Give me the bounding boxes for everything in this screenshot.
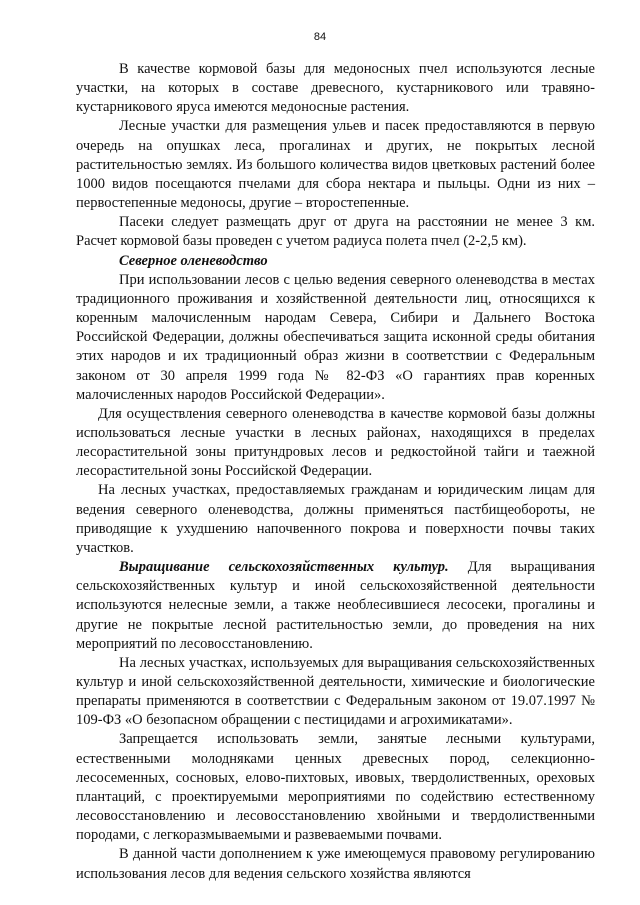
paragraph-legal-regulation: В данной части дополнением к уже имеющемуся правовому регулированию использования лесов для ведения сельского хозяйства являются <box>76 846 595 882</box>
paragraph-hive-placement: Лесные участки для размещения ульев и пасек предоставляются в первую очередь на опушках леса, прогалинах и других, не покрытых лесной растительностью землях. Из большого количества видов цветковых растений более 1000 видов посещаются пчелами для сбора нектара и пыльцы. Одни из них – первостепенные медоносы, другие – второстепенные. <box>76 118 595 212</box>
paragraph-agriculture-intro <box>76 558 595 654</box>
paragraph-reindeer-pasture: На лесных участках, предоставляемых гражданам и юридическим лицам для ведения северного оленеводства, должны применяться пастбищеобороты, не приводящие к ухудшению напочвенного покрова и поверхности почвы таких участков. <box>76 482 595 556</box>
paragraph-agriculture-intro-text: Для выращивания сельскохозяйственных культур и иной сельскохозяйственной деятельности используются нелесные земли, а также необлесившиеся лесосеки, прогалины и другие не покрытые лесной растительностью земли, до проведения на них мероприятий по лесовосстановлению. <box>76 559 596 652</box>
paragraph-reindeer-zones: Для осуществления северного оленеводства в качестве кормовой базы должны использоваться лесные участки в лесных районах, находящихся в пределах лесорастительной зоны притундровых лесов и редкостойной тайги и таежной лесорастительной зоны Российской Федерации. <box>76 405 595 480</box>
paragraph-agrochemicals: На лесных участках, используемых для выращивания сельскохозяйственных культур и иной сельскохозяйственной деятельности, химические и биологические препараты применяются в соответствии с Федеральным законом от 19.07.1997 № 109-ФЗ «О безопасном обращении с пестицидами и агрохимикатами». <box>76 654 595 729</box>
section-heading-agriculture: Выращивание сельскохозяйственных культур. <box>119 559 449 576</box>
paragraph-prohibited-lands: Запрещается использовать земли, занятые лесными культурами, естественными молодняками ценных древесных пород, селекционно-лесосеменных, сосновых, елово-пихтовых, ивовых, твердолиственных, ореховых плантаций, с проектируемыми мероприятиями по содействию естественному лесовосстановлению и лесовосстановлению хвойными и твердолиственными породами, с легкоразмываемыми и развеваемыми почвами. <box>76 731 595 844</box>
section-heading-reindeer: Северное оленеводство <box>119 252 268 269</box>
page-number: 84 <box>313 31 327 43</box>
paragraph-apiary-distance: Пасеки следует размещать друг от друга на расстоянии не менее 3 км. Расчет кормовой базы проведен с учетом радиуса полета пчел (2-2,5 км). <box>76 214 595 250</box>
paragraph-reindeer-rights: При использовании лесов с целью ведения северного оленеводства в местах традиционного проживания и хозяйственной деятельности лиц, относящихся к коренным малочисленным народам Севера, Сибири и Дальнего Востока Российской Федерации, должны обеспечиваться защита исконной среды обитания этих народов и их традиционный образ жизни в соответствии с Федеральным законом от 30 апреля 1999 года № 82-ФЗ «О гарантиях прав коренных малочисленных народов Российской Федерации». <box>76 271 595 403</box>
paragraph-honey-base: В качестве кормовой базы для медоносных пчел используются лесные участки, на которых в составе древесного, кустарникового или травяно-кустарникового яруса имеются медоносные растения. <box>76 61 595 116</box>
page-body <box>76 60 595 884</box>
